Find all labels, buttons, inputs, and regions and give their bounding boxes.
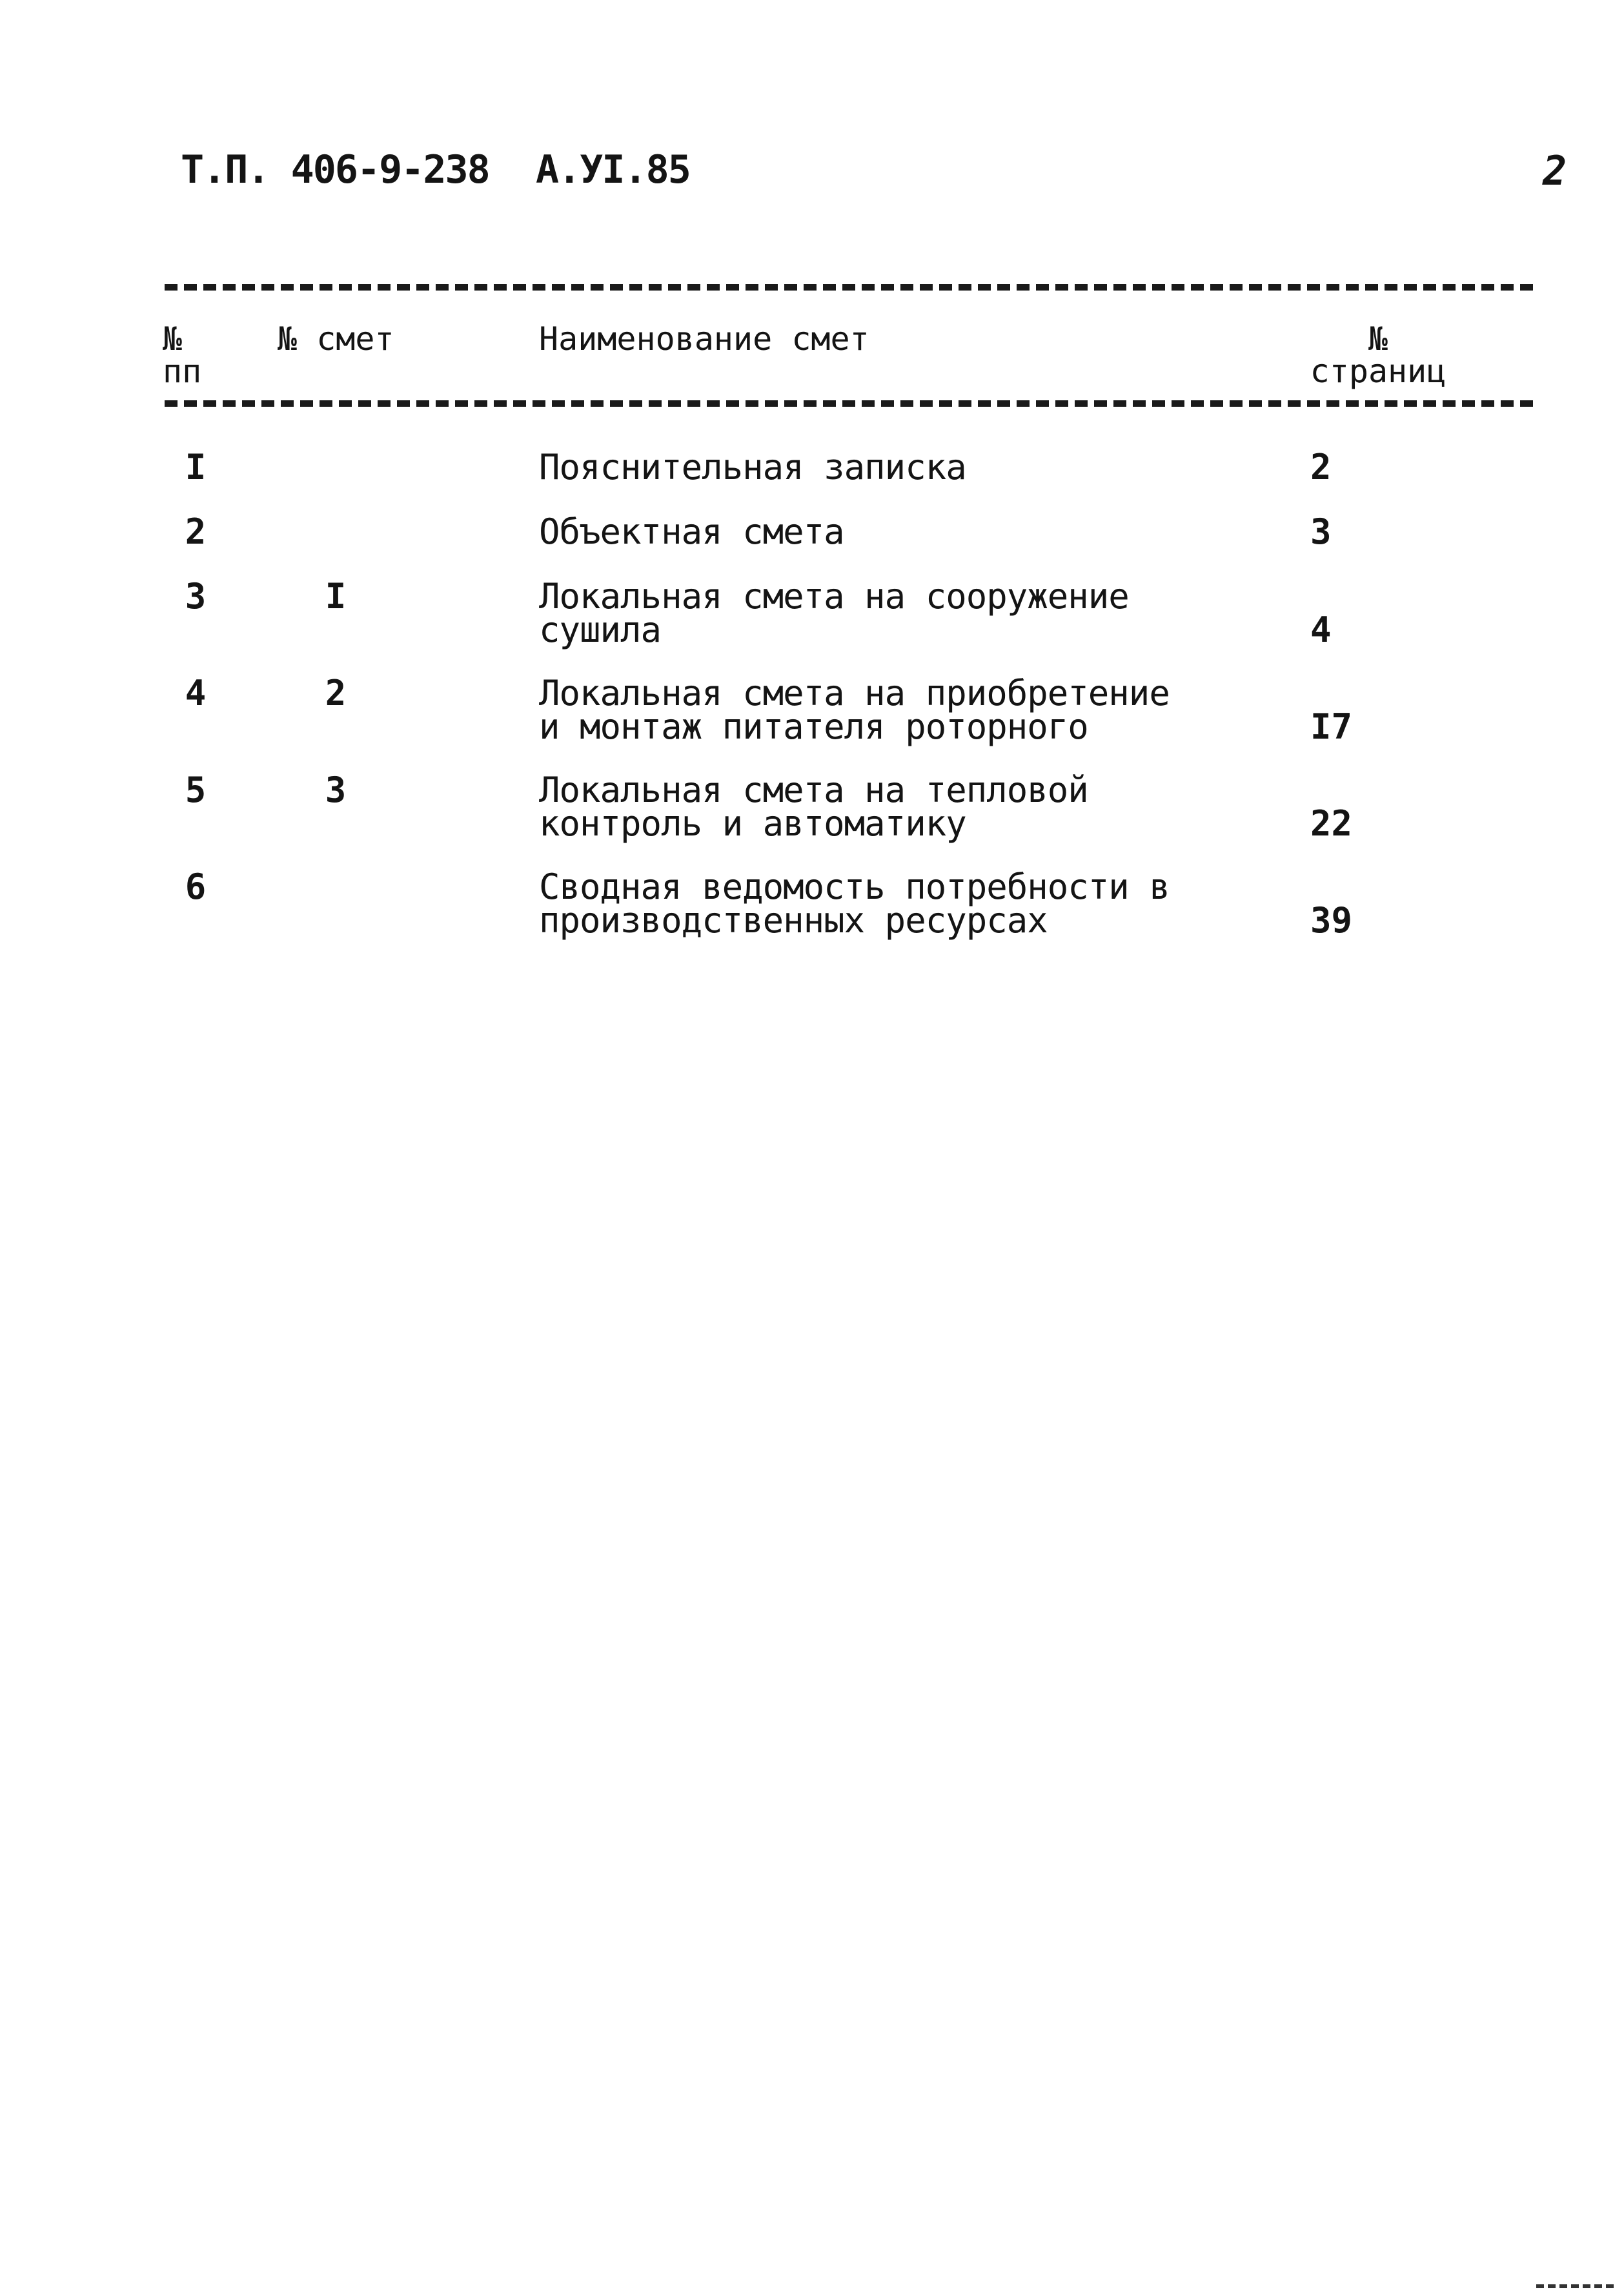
table-top-rule — [165, 284, 1533, 291]
row-page: 3 — [1310, 511, 1332, 552]
row-estimate-name: Пояснительная записка — [539, 447, 966, 487]
page-number: 2 — [1543, 147, 1566, 194]
row-number: 3 — [185, 576, 207, 617]
row-page: 2 — [1310, 447, 1332, 487]
row-estimate-name: Локальная смета на сооружение сушила — [539, 576, 1129, 650]
row-number: 4 — [185, 673, 207, 713]
row-page: I7 — [1310, 706, 1353, 747]
scan-edge-mark — [1536, 2284, 1614, 2288]
row-number: 5 — [185, 770, 207, 810]
row-page: 22 — [1310, 803, 1353, 844]
column-header-page-line1: № — [1368, 320, 1388, 358]
document-series: А.УI.85 — [536, 147, 690, 192]
column-header-page — [1294, 320, 1462, 390]
row-estimate-number: I — [325, 576, 347, 617]
column-header-estimate-number: № смет — [278, 320, 394, 358]
row-page: 39 — [1310, 900, 1353, 941]
column-header-number-line2: пп — [163, 353, 202, 390]
row-estimate-number: 2 — [325, 673, 347, 713]
row-page: 4 — [1310, 609, 1332, 650]
row-number: 6 — [185, 866, 207, 907]
row-estimate-name: Объектная смета — [539, 511, 844, 552]
row-estimate-name: Локальная смета на приобретение и монтаж питателя роторного — [539, 673, 1170, 747]
row-estimate-name: Сводная ведомость потребности в производственных ресурсах — [539, 866, 1170, 941]
column-header-number — [163, 320, 221, 390]
row-number: 2 — [185, 511, 207, 552]
row-number: I — [185, 447, 207, 487]
row-estimate-name: Локальная смета на тепловой контроль и автоматику — [539, 770, 1088, 844]
row-estimate-number: 3 — [325, 770, 347, 810]
column-header-estimate-name: Наименование смет — [539, 320, 869, 358]
column-header-number-line1: № — [163, 320, 183, 358]
column-header-page-line2: страниц — [1310, 353, 1446, 390]
table-header-rule — [165, 400, 1533, 407]
document-code: Т.П. 406-9-238 — [181, 147, 489, 192]
